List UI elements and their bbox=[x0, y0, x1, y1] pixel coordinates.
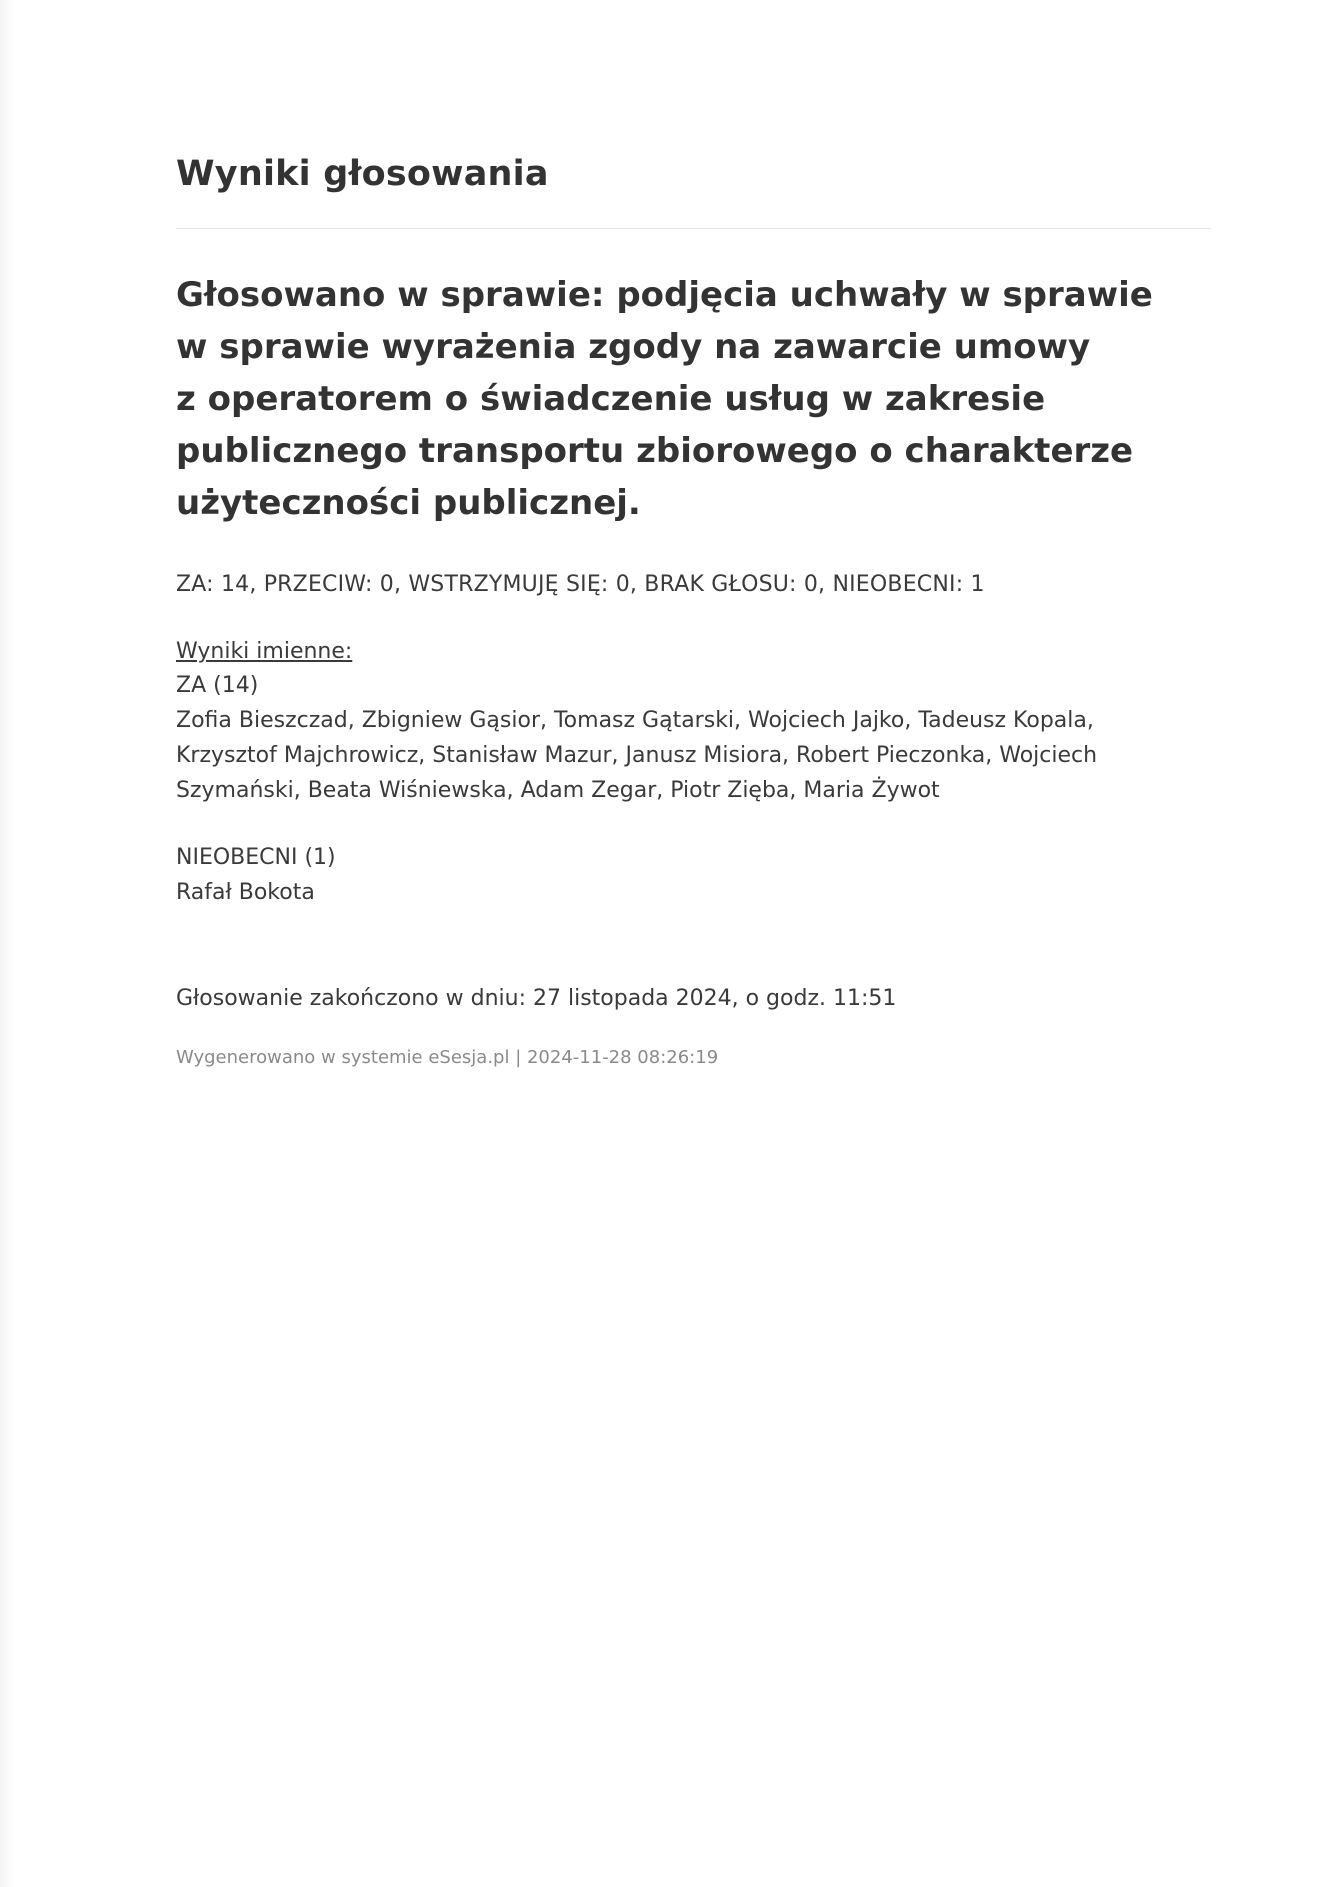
vote-subject-line: publicznego transportu zbiorowego o charakterze bbox=[176, 431, 1134, 471]
vote-subject bbox=[176, 269, 1176, 529]
scan-shadow-edge bbox=[0, 0, 14, 1887]
vote-subject-line: w sprawie wyrażenia zgody na zawarcie umowy bbox=[176, 327, 1091, 367]
named-results-heading: Wyniki imienne: bbox=[176, 639, 353, 664]
names-line: Zofia Bieszczad, Zbigniew Gąsior, Tomasz Gątarski, Wojciech Jajko, Tadeusz Kopala, bbox=[176, 708, 1094, 733]
document-content bbox=[176, 150, 1216, 1072]
names-line: Szymański, Beata Wiśniewska, Adam Zegar, Piotr Zięba, Maria Żywot bbox=[176, 778, 940, 803]
for-group-label: ZA (14) bbox=[176, 673, 259, 698]
page-title: Wyniki głosowania bbox=[176, 154, 549, 194]
generated-footer: Wygenerowano w systemie eSesja.pl | 2024-11-28 08:26:19 bbox=[176, 1047, 719, 1068]
absent-group-names: Rafał Bokota bbox=[176, 880, 315, 905]
vote-ended-info: Głosowanie zakończono w dniu: 27 listopada 2024, o godz. 11:51 bbox=[176, 986, 897, 1011]
absent-group bbox=[176, 841, 1216, 910]
vote-subject-line: użyteczności publicznej. bbox=[176, 483, 641, 523]
vote-subject-line: z operatorem o świadczenie usług w zakresie bbox=[176, 379, 1046, 419]
names-line: Krzysztof Majchrowicz, Stanisław Mazur, Janusz Misiora, Robert Pieczonka, Wojciech bbox=[176, 743, 1098, 768]
vote-subject-line: Głosowano w sprawie: podjęcia uchwały w sprawie bbox=[176, 275, 1153, 315]
title-divider bbox=[176, 228, 1211, 229]
vote-summary: ZA: 14, PRZECIW: 0, WSTRZYMUJĘ SIĘ: 0, BRAK GŁOSU: 0, NIEOBECNI: 1 bbox=[176, 572, 985, 597]
for-group-names bbox=[176, 703, 1186, 808]
absent-group-label: NIEOBECNI (1) bbox=[176, 845, 336, 870]
for-group bbox=[176, 669, 1216, 808]
